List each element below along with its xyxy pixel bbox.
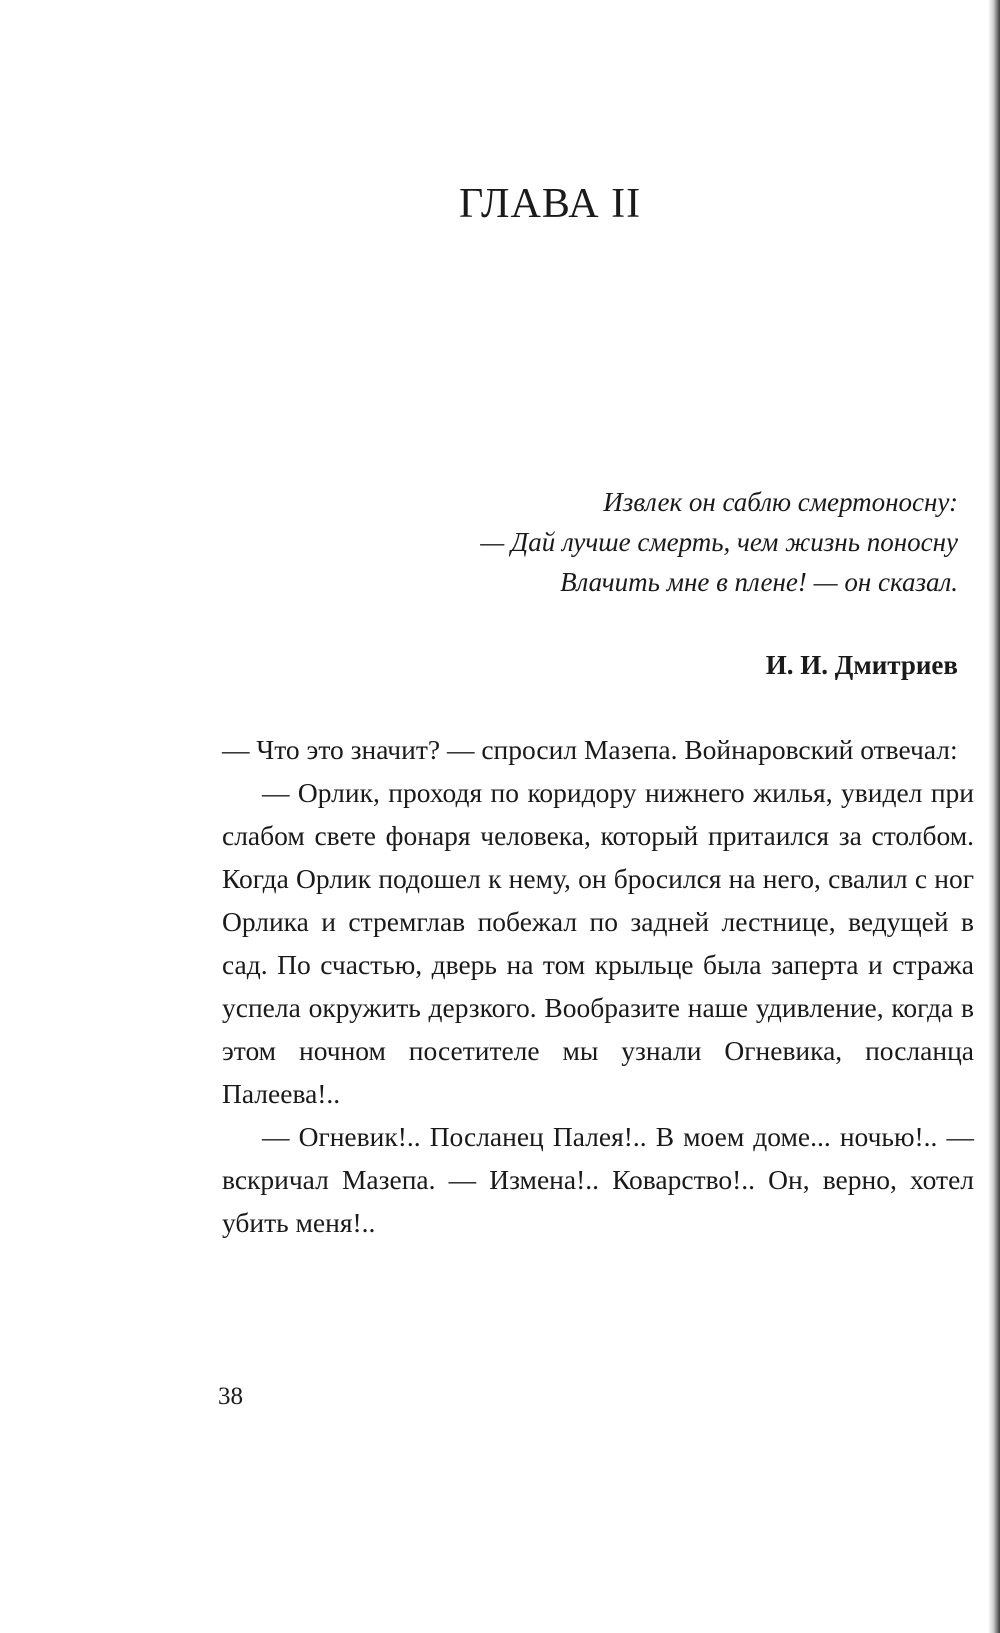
epigraph-line: — Дай лучше смерть, чем жизнь поносну — [480, 527, 958, 557]
epigraph — [358, 482, 958, 602]
epigraph-line: Извлек он саблю смертоносну: — [603, 487, 958, 517]
page-edge-shadow — [988, 0, 1000, 1633]
body-text — [222, 728, 974, 1244]
paragraph: — Что это значит? — спросил Мазепа. Войнаровский отвечал: — [222, 734, 958, 765]
chapter-title: ГЛАВА II — [458, 181, 642, 227]
page-number: 38 — [218, 1383, 243, 1410]
epigraph-author: И. И. Дмитриев — [765, 650, 958, 680]
paragraph: — Орлик, проходя по коридору нижнего жилья, увидел при слабом свете фонаря человека, который притаился за столбом. Когда Орлик подошел к нему, он бросился на него, свалил с ног Орлика и стремглав побежал по задней лестнице, ведущей в сад. По счастью, дверь на том крыльце была заперта и стража успела окружить дерзкого. Вообразите наше удивление, когда в этом ночном посетителе мы узнали Огневика, посланца Палеева!.. — [222, 777, 974, 1109]
epigraph-line: Влачить мне в плене! — он сказал. — [560, 567, 958, 597]
paragraph: — Огневик!.. Посланец Палея!.. В моем доме... ночью!.. — вскричал Мазепа. — Измена!.. Коварство!.. Он, верно, хотел убить меня!.. — [222, 1121, 974, 1238]
